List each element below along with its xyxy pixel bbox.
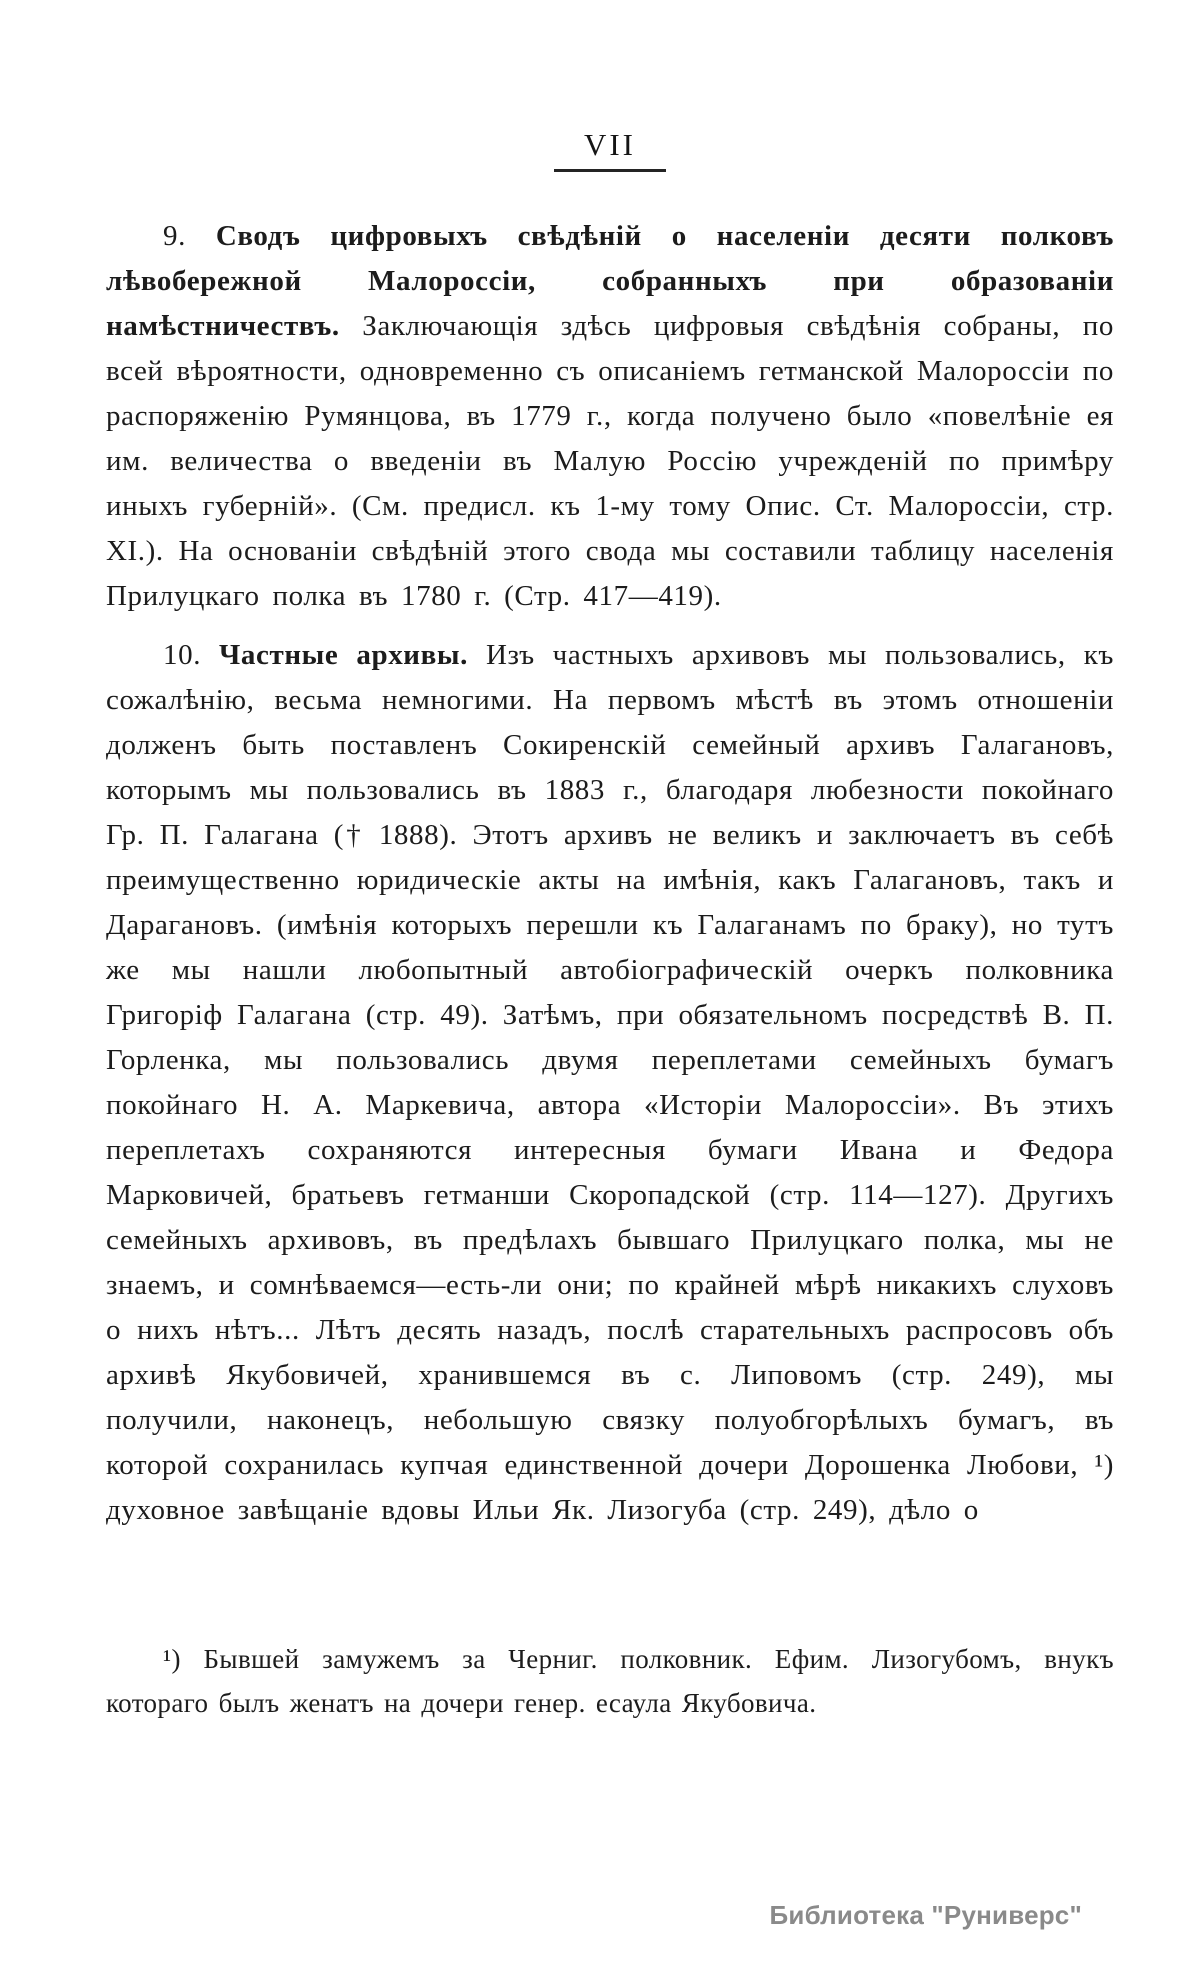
library-watermark: Библиотека "Руниверс" (769, 1900, 1082, 1930)
page-content (106, 128, 1114, 1725)
paragraph-9-number: 9. (163, 220, 216, 252)
paragraph-10-title: Частные архивы. (219, 639, 468, 671)
paragraph-9 (106, 214, 1114, 619)
paragraph-10 (106, 633, 1114, 1533)
paragraph-10-body: Изъ частныхъ архивовъ мы пользовались, къ сожалѣнію, весьма немногими. На первомъ мѣстѣ въ этомъ отношеніи долженъ быть поставленъ Сокиренскій семейный архивъ Галагановъ, которымъ мы пользовались въ 1883 г., благодаря любезности покойнаго Гр. П. Галагана († 1888). Этотъ архивъ не великъ и заключаетъ въ себѣ преимущественно юридическіе акты на имѣнія, какъ Галагановъ, такъ и Дарагановъ. (имѣнія которыхъ перешли къ Галаганамъ по браку), но тутъ же мы нашли любопытный автобіографическій очеркъ полковника Григоріф Галагана (стр. 49). Затѣмъ, при обязательномъ посредствѣ В. П. Горленка, мы пользовались двумя переплетами семейныхъ бумагъ покойнаго Н. А. Маркевича, автора «Исторіи Малороссіи». Въ этихъ переплетахъ сохраняются интересныя бумаги Ивана и Федора Марковичей, братьевъ гетманши Скоропадской (стр. 114—127). Другихъ семейныхъ архивовъ, въ предѣлахъ бывшаго Прилуцкаго полка, мы не знаемъ, и сомнѣваемся—есть-ли они; по крайней мѣрѣ никакихъ слуховъ о нихъ нѣтъ... Лѣтъ десять назадъ, послѣ старательныхъ распросовъ объ архивѣ Якубовичей, хранившемся въ с. Липовомъ (стр. 249), мы получили, наконецъ, небольшую связку полуобгорѣлыхъ бумагъ, въ которой сохранилась купчая единственной дочери Дорошенка Любови, ¹) духовное завѣщаніе вдовы Ильи Як. Лизогуба (стр. 249), дѣло о (106, 639, 1114, 1526)
page-number-rule (554, 169, 666, 172)
paragraph-10-number: 10. (163, 639, 220, 671)
footnote-marker: ¹) (163, 1644, 204, 1674)
paragraph-9-body: Заключающія здѣсь цифровыя свѣдѣнія собраны, по всей вѣроятности, одновременно съ описаніемъ гетманской Малороссіи по распоряженію Румянцова, въ 1779 г., когда получено было «повелѣніе ея им. величества о введеніи въ Малую Россію учрежденій по примѣру иныхъ губерній». (См. предисл. къ 1-му тому Опис. Ст. Малороссіи, стр. XI.). На основаніи свѣдѣній этого свода мы составили таблицу населенія Прилуцкаго полка въ 1780 г. (Стр. 417—419). (106, 310, 1114, 612)
paragraph-9-title: Сводъ цифровыхъ свѣдѣній о населеніи десяти полковъ лѣвобережной Малороссіи, собранныхъ при образованіи намѣстничествъ. (106, 220, 1114, 342)
page-header (106, 128, 1114, 172)
footnote (106, 1637, 1114, 1725)
footnote-text: Бывшей замужемъ за Черниг. полковник. Ефим. Лизогубомъ, внукъ котораго былъ женатъ на дочери генер. есаула Якубовича. (106, 1644, 1115, 1718)
page-number: VII (583, 127, 637, 162)
